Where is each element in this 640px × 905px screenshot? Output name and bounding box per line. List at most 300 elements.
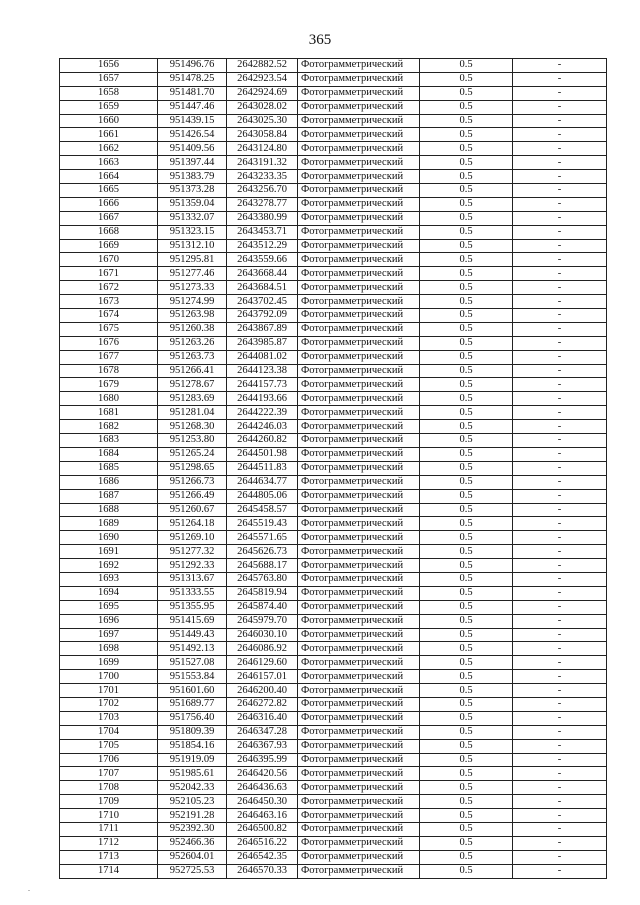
- y-coordinate-cell: 2645688.17: [227, 559, 298, 573]
- point-number-cell: 1671: [60, 267, 158, 281]
- method-cell: Фотограмметрический: [298, 822, 420, 836]
- method-cell: Фотограмметрический: [298, 753, 420, 767]
- y-coordinate-cell: 2645819.94: [227, 586, 298, 600]
- table-row: [60, 628, 607, 642]
- y-coordinate-cell: 2646420.56: [227, 767, 298, 781]
- accuracy-cell: 0.5: [420, 503, 513, 517]
- x-coordinate-cell: 951383.79: [158, 170, 227, 184]
- y-coordinate-cell: 2645763.80: [227, 572, 298, 586]
- x-coordinate-cell: 951919.09: [158, 753, 227, 767]
- table-row: [60, 767, 607, 781]
- point-number-cell: 1684: [60, 447, 158, 461]
- y-coordinate-cell: 2642923.54: [227, 72, 298, 86]
- x-coordinate-cell: 951553.84: [158, 670, 227, 684]
- note-cell: -: [513, 281, 607, 295]
- point-number-cell: 1686: [60, 475, 158, 489]
- table-row: [60, 420, 607, 434]
- accuracy-cell: 0.5: [420, 406, 513, 420]
- method-cell: Фотограмметрический: [298, 461, 420, 475]
- method-cell: Фотограмметрический: [298, 809, 420, 823]
- point-number-cell: 1711: [60, 822, 158, 836]
- table-row: [60, 864, 607, 878]
- method-cell: Фотограмметрический: [298, 739, 420, 753]
- x-coordinate-cell: 952725.53: [158, 864, 227, 878]
- method-cell: Фотограмметрический: [298, 614, 420, 628]
- x-coordinate-cell: 951298.65: [158, 461, 227, 475]
- note-cell: -: [513, 322, 607, 336]
- method-cell: Фотограмметрический: [298, 447, 420, 461]
- point-number-cell: 1691: [60, 545, 158, 559]
- method-cell: Фотограмметрический: [298, 572, 420, 586]
- note-cell: -: [513, 781, 607, 795]
- y-coordinate-cell: 2644634.77: [227, 475, 298, 489]
- y-coordinate-cell: 2646347.28: [227, 725, 298, 739]
- x-coordinate-cell: 952466.36: [158, 836, 227, 850]
- point-number-cell: 1697: [60, 628, 158, 642]
- table-row: [60, 322, 607, 336]
- accuracy-cell: 0.5: [420, 170, 513, 184]
- method-cell: Фотограмметрический: [298, 100, 420, 114]
- table-row: [60, 364, 607, 378]
- x-coordinate-cell: 951292.33: [158, 559, 227, 573]
- x-coordinate-cell: 951756.40: [158, 711, 227, 725]
- y-coordinate-cell: 2643028.02: [227, 100, 298, 114]
- point-number-cell: 1673: [60, 295, 158, 309]
- point-number-cell: 1681: [60, 406, 158, 420]
- method-cell: Фотограмметрический: [298, 86, 420, 100]
- accuracy-cell: 0.5: [420, 725, 513, 739]
- table-row: [60, 142, 607, 156]
- method-cell: Фотограмметрический: [298, 781, 420, 795]
- method-cell: Фотограмметрический: [298, 725, 420, 739]
- x-coordinate-cell: 951409.56: [158, 142, 227, 156]
- point-number-cell: 1661: [60, 128, 158, 142]
- note-cell: -: [513, 267, 607, 281]
- y-coordinate-cell: 2644260.82: [227, 434, 298, 448]
- method-cell: Фотограмметрический: [298, 628, 420, 642]
- table-row: [60, 309, 607, 323]
- y-coordinate-cell: 2646436.63: [227, 781, 298, 795]
- method-cell: Фотограмметрический: [298, 795, 420, 809]
- x-coordinate-cell: 951359.04: [158, 197, 227, 211]
- accuracy-cell: 0.5: [420, 545, 513, 559]
- point-number-cell: 1665: [60, 184, 158, 198]
- x-coordinate-cell: 951283.69: [158, 392, 227, 406]
- point-number-cell: 1702: [60, 697, 158, 711]
- point-number-cell: 1706: [60, 753, 158, 767]
- y-coordinate-cell: 2646450.30: [227, 795, 298, 809]
- accuracy-cell: 0.5: [420, 531, 513, 545]
- method-cell: Фотограмметрический: [298, 767, 420, 781]
- y-coordinate-cell: 2643792.09: [227, 309, 298, 323]
- y-coordinate-cell: 2645979.70: [227, 614, 298, 628]
- point-number-cell: 1680: [60, 392, 158, 406]
- note-cell: -: [513, 406, 607, 420]
- y-coordinate-cell: 2646030.10: [227, 628, 298, 642]
- table-row: [60, 572, 607, 586]
- point-number-cell: 1683: [60, 434, 158, 448]
- table-row: [60, 72, 607, 86]
- y-coordinate-cell: 2646316.40: [227, 711, 298, 725]
- corner-mark: .: [28, 884, 30, 893]
- table-row: [60, 725, 607, 739]
- accuracy-cell: 0.5: [420, 336, 513, 350]
- method-cell: Фотограмметрический: [298, 267, 420, 281]
- point-number-cell: 1700: [60, 670, 158, 684]
- accuracy-cell: 0.5: [420, 781, 513, 795]
- accuracy-cell: 0.5: [420, 364, 513, 378]
- note-cell: -: [513, 795, 607, 809]
- method-cell: Фотограмметрический: [298, 364, 420, 378]
- table-row: [60, 128, 607, 142]
- y-coordinate-cell: 2644081.02: [227, 350, 298, 364]
- x-coordinate-cell: 951313.67: [158, 572, 227, 586]
- point-number-cell: 1703: [60, 711, 158, 725]
- point-number-cell: 1713: [60, 850, 158, 864]
- note-cell: -: [513, 850, 607, 864]
- x-coordinate-cell: 951373.28: [158, 184, 227, 198]
- accuracy-cell: 0.5: [420, 420, 513, 434]
- x-coordinate-cell: 951253.80: [158, 434, 227, 448]
- method-cell: Фотограмметрический: [298, 239, 420, 253]
- x-coordinate-cell: 951985.61: [158, 767, 227, 781]
- table-row: [60, 100, 607, 114]
- y-coordinate-cell: 2645626.73: [227, 545, 298, 559]
- point-number-cell: 1698: [60, 642, 158, 656]
- y-coordinate-cell: 2644193.66: [227, 392, 298, 406]
- method-cell: Фотограмметрический: [298, 531, 420, 545]
- method-cell: Фотограмметрический: [298, 378, 420, 392]
- note-cell: -: [513, 586, 607, 600]
- x-coordinate-cell: 951266.49: [158, 489, 227, 503]
- note-cell: -: [513, 822, 607, 836]
- y-coordinate-cell: 2646157.01: [227, 670, 298, 684]
- x-coordinate-cell: 952392.30: [158, 822, 227, 836]
- table-row: [60, 114, 607, 128]
- y-coordinate-cell: 2643058.84: [227, 128, 298, 142]
- table-row: [60, 642, 607, 656]
- note-cell: -: [513, 809, 607, 823]
- method-cell: Фотограмметрический: [298, 489, 420, 503]
- table-row: [60, 211, 607, 225]
- accuracy-cell: 0.5: [420, 461, 513, 475]
- note-cell: -: [513, 697, 607, 711]
- table-row: [60, 461, 607, 475]
- x-coordinate-cell: 951854.16: [158, 739, 227, 753]
- x-coordinate-cell: 951415.69: [158, 614, 227, 628]
- x-coordinate-cell: 951278.67: [158, 378, 227, 392]
- method-cell: Фотограмметрический: [298, 211, 420, 225]
- point-number-cell: 1687: [60, 489, 158, 503]
- accuracy-cell: 0.5: [420, 822, 513, 836]
- point-number-cell: 1667: [60, 211, 158, 225]
- table-row: [60, 447, 607, 461]
- accuracy-cell: 0.5: [420, 447, 513, 461]
- y-coordinate-cell: 2643559.66: [227, 253, 298, 267]
- table-row: [60, 586, 607, 600]
- method-cell: Фотограмметрический: [298, 545, 420, 559]
- accuracy-cell: 0.5: [420, 628, 513, 642]
- accuracy-cell: 0.5: [420, 72, 513, 86]
- x-coordinate-cell: 951492.13: [158, 642, 227, 656]
- note-cell: -: [513, 545, 607, 559]
- accuracy-cell: 0.5: [420, 350, 513, 364]
- accuracy-cell: 0.5: [420, 309, 513, 323]
- note-cell: -: [513, 309, 607, 323]
- point-number-cell: 1694: [60, 586, 158, 600]
- note-cell: -: [513, 239, 607, 253]
- point-number-cell: 1704: [60, 725, 158, 739]
- y-coordinate-cell: 2646516.22: [227, 836, 298, 850]
- table-row: [60, 281, 607, 295]
- point-number-cell: 1685: [60, 461, 158, 475]
- x-coordinate-cell: 951439.15: [158, 114, 227, 128]
- y-coordinate-cell: 2646129.60: [227, 656, 298, 670]
- point-number-cell: 1669: [60, 239, 158, 253]
- x-coordinate-cell: 951449.43: [158, 628, 227, 642]
- note-cell: -: [513, 767, 607, 781]
- point-number-cell: 1662: [60, 142, 158, 156]
- method-cell: Фотограмметрический: [298, 684, 420, 698]
- y-coordinate-cell: 2646395.99: [227, 753, 298, 767]
- accuracy-cell: 0.5: [420, 59, 513, 73]
- x-coordinate-cell: 951260.67: [158, 503, 227, 517]
- method-cell: Фотограмметрический: [298, 711, 420, 725]
- method-cell: Фотограмметрический: [298, 656, 420, 670]
- y-coordinate-cell: 2643025.30: [227, 114, 298, 128]
- table-row: [60, 684, 607, 698]
- x-coordinate-cell: 951809.39: [158, 725, 227, 739]
- x-coordinate-cell: 951447.46: [158, 100, 227, 114]
- x-coordinate-cell: 951274.99: [158, 295, 227, 309]
- y-coordinate-cell: 2645571.65: [227, 531, 298, 545]
- point-number-cell: 1688: [60, 503, 158, 517]
- x-coordinate-cell: 951273.33: [158, 281, 227, 295]
- table-row: [60, 170, 607, 184]
- y-coordinate-cell: 2643684.51: [227, 281, 298, 295]
- x-coordinate-cell: 951277.32: [158, 545, 227, 559]
- y-coordinate-cell: 2643702.45: [227, 295, 298, 309]
- x-coordinate-cell: 951277.46: [158, 267, 227, 281]
- note-cell: -: [513, 531, 607, 545]
- point-number-cell: 1693: [60, 572, 158, 586]
- point-number-cell: 1689: [60, 517, 158, 531]
- method-cell: Фотограмметрический: [298, 336, 420, 350]
- table-row: [60, 753, 607, 767]
- point-number-cell: 1668: [60, 225, 158, 239]
- method-cell: Фотограмметрический: [298, 850, 420, 864]
- accuracy-cell: 0.5: [420, 753, 513, 767]
- point-number-cell: 1656: [60, 59, 158, 73]
- note-cell: -: [513, 392, 607, 406]
- table-row: [60, 184, 607, 198]
- table-row: [60, 378, 607, 392]
- x-coordinate-cell: 951260.38: [158, 322, 227, 336]
- point-number-cell: 1658: [60, 86, 158, 100]
- point-number-cell: 1672: [60, 281, 158, 295]
- method-cell: Фотограмметрический: [298, 434, 420, 448]
- accuracy-cell: 0.5: [420, 225, 513, 239]
- accuracy-cell: 0.5: [420, 184, 513, 198]
- table-row: [60, 197, 607, 211]
- table-row: [60, 559, 607, 573]
- table-row: [60, 156, 607, 170]
- y-coordinate-cell: 2643867.89: [227, 322, 298, 336]
- point-number-cell: 1695: [60, 600, 158, 614]
- x-coordinate-cell: 951266.41: [158, 364, 227, 378]
- y-coordinate-cell: 2643453.71: [227, 225, 298, 239]
- accuracy-cell: 0.5: [420, 572, 513, 586]
- x-coordinate-cell: 951268.30: [158, 420, 227, 434]
- x-coordinate-cell: 951269.10: [158, 531, 227, 545]
- accuracy-cell: 0.5: [420, 434, 513, 448]
- table-row: [60, 545, 607, 559]
- x-coordinate-cell: 951397.44: [158, 156, 227, 170]
- accuracy-cell: 0.5: [420, 128, 513, 142]
- method-cell: Фотограмметрический: [298, 156, 420, 170]
- note-cell: -: [513, 59, 607, 73]
- note-cell: -: [513, 517, 607, 531]
- note-cell: -: [513, 572, 607, 586]
- table-row: [60, 822, 607, 836]
- method-cell: Фотограмметрический: [298, 406, 420, 420]
- accuracy-cell: 0.5: [420, 239, 513, 253]
- y-coordinate-cell: 2644246.03: [227, 420, 298, 434]
- accuracy-cell: 0.5: [420, 211, 513, 225]
- table-row: [60, 809, 607, 823]
- x-coordinate-cell: 951527.08: [158, 656, 227, 670]
- method-cell: Фотограмметрический: [298, 295, 420, 309]
- x-coordinate-cell: 951689.77: [158, 697, 227, 711]
- note-cell: -: [513, 170, 607, 184]
- point-number-cell: 1682: [60, 420, 158, 434]
- note-cell: -: [513, 461, 607, 475]
- x-coordinate-cell: 951281.04: [158, 406, 227, 420]
- method-cell: Фотограмметрический: [298, 864, 420, 878]
- x-coordinate-cell: 951265.24: [158, 447, 227, 461]
- y-coordinate-cell: 2646542.35: [227, 850, 298, 864]
- table-row: [60, 739, 607, 753]
- note-cell: -: [513, 600, 607, 614]
- note-cell: -: [513, 128, 607, 142]
- x-coordinate-cell: 951333.55: [158, 586, 227, 600]
- y-coordinate-cell: 2644805.06: [227, 489, 298, 503]
- accuracy-cell: 0.5: [420, 795, 513, 809]
- table-row: [60, 600, 607, 614]
- method-cell: Фотограмметрический: [298, 281, 420, 295]
- accuracy-cell: 0.5: [420, 517, 513, 531]
- method-cell: Фотограмметрический: [298, 350, 420, 364]
- note-cell: -: [513, 628, 607, 642]
- table-row: [60, 406, 607, 420]
- table-row: [60, 434, 607, 448]
- method-cell: Фотограмметрический: [298, 670, 420, 684]
- y-coordinate-cell: 2645458.57: [227, 503, 298, 517]
- point-number-cell: 1664: [60, 170, 158, 184]
- x-coordinate-cell: 951263.26: [158, 336, 227, 350]
- point-number-cell: 1692: [60, 559, 158, 573]
- accuracy-cell: 0.5: [420, 586, 513, 600]
- y-coordinate-cell: 2646200.40: [227, 684, 298, 698]
- note-cell: -: [513, 503, 607, 517]
- note-cell: -: [513, 447, 607, 461]
- accuracy-cell: 0.5: [420, 392, 513, 406]
- table-row: [60, 350, 607, 364]
- point-number-cell: 1663: [60, 156, 158, 170]
- y-coordinate-cell: 2642924.69: [227, 86, 298, 100]
- x-coordinate-cell: 951601.60: [158, 684, 227, 698]
- point-number-cell: 1675: [60, 322, 158, 336]
- note-cell: -: [513, 364, 607, 378]
- note-cell: -: [513, 156, 607, 170]
- note-cell: -: [513, 670, 607, 684]
- accuracy-cell: 0.5: [420, 670, 513, 684]
- method-cell: Фотограмметрический: [298, 114, 420, 128]
- table-row: [60, 336, 607, 350]
- y-coordinate-cell: 2646086.92: [227, 642, 298, 656]
- accuracy-cell: 0.5: [420, 836, 513, 850]
- x-coordinate-cell: 951496.76: [158, 59, 227, 73]
- x-coordinate-cell: 951264.18: [158, 517, 227, 531]
- note-cell: -: [513, 225, 607, 239]
- accuracy-cell: 0.5: [420, 86, 513, 100]
- method-cell: Фотограмметрический: [298, 697, 420, 711]
- note-cell: -: [513, 142, 607, 156]
- point-number-cell: 1714: [60, 864, 158, 878]
- method-cell: Фотограмметрический: [298, 197, 420, 211]
- point-number-cell: 1690: [60, 531, 158, 545]
- x-coordinate-cell: 951481.70: [158, 86, 227, 100]
- y-coordinate-cell: 2646272.82: [227, 697, 298, 711]
- y-coordinate-cell: 2643985.87: [227, 336, 298, 350]
- method-cell: Фотограмметрический: [298, 253, 420, 267]
- note-cell: -: [513, 434, 607, 448]
- point-number-cell: 1707: [60, 767, 158, 781]
- x-coordinate-cell: 951332.07: [158, 211, 227, 225]
- note-cell: -: [513, 72, 607, 86]
- method-cell: Фотограмметрический: [298, 170, 420, 184]
- x-coordinate-cell: 951266.73: [158, 475, 227, 489]
- method-cell: Фотограмметрический: [298, 72, 420, 86]
- note-cell: -: [513, 684, 607, 698]
- y-coordinate-cell: 2644511.83: [227, 461, 298, 475]
- table-row: [60, 253, 607, 267]
- method-cell: Фотограмметрический: [298, 559, 420, 573]
- table-row: [60, 86, 607, 100]
- method-cell: Фотограмметрический: [298, 225, 420, 239]
- accuracy-cell: 0.5: [420, 267, 513, 281]
- point-number-cell: 1705: [60, 739, 158, 753]
- y-coordinate-cell: 2644157.73: [227, 378, 298, 392]
- accuracy-cell: 0.5: [420, 295, 513, 309]
- accuracy-cell: 0.5: [420, 322, 513, 336]
- method-cell: Фотограмметрический: [298, 517, 420, 531]
- point-number-cell: 1660: [60, 114, 158, 128]
- y-coordinate-cell: 2644222.39: [227, 406, 298, 420]
- x-coordinate-cell: 951263.73: [158, 350, 227, 364]
- point-number-cell: 1678: [60, 364, 158, 378]
- note-cell: -: [513, 614, 607, 628]
- accuracy-cell: 0.5: [420, 489, 513, 503]
- x-coordinate-cell: 952042.33: [158, 781, 227, 795]
- accuracy-cell: 0.5: [420, 100, 513, 114]
- point-number-cell: 1712: [60, 836, 158, 850]
- point-number-cell: 1701: [60, 684, 158, 698]
- y-coordinate-cell: 2644501.98: [227, 447, 298, 461]
- accuracy-cell: 0.5: [420, 864, 513, 878]
- table-row: [60, 614, 607, 628]
- coordinates-table-body: [60, 59, 607, 879]
